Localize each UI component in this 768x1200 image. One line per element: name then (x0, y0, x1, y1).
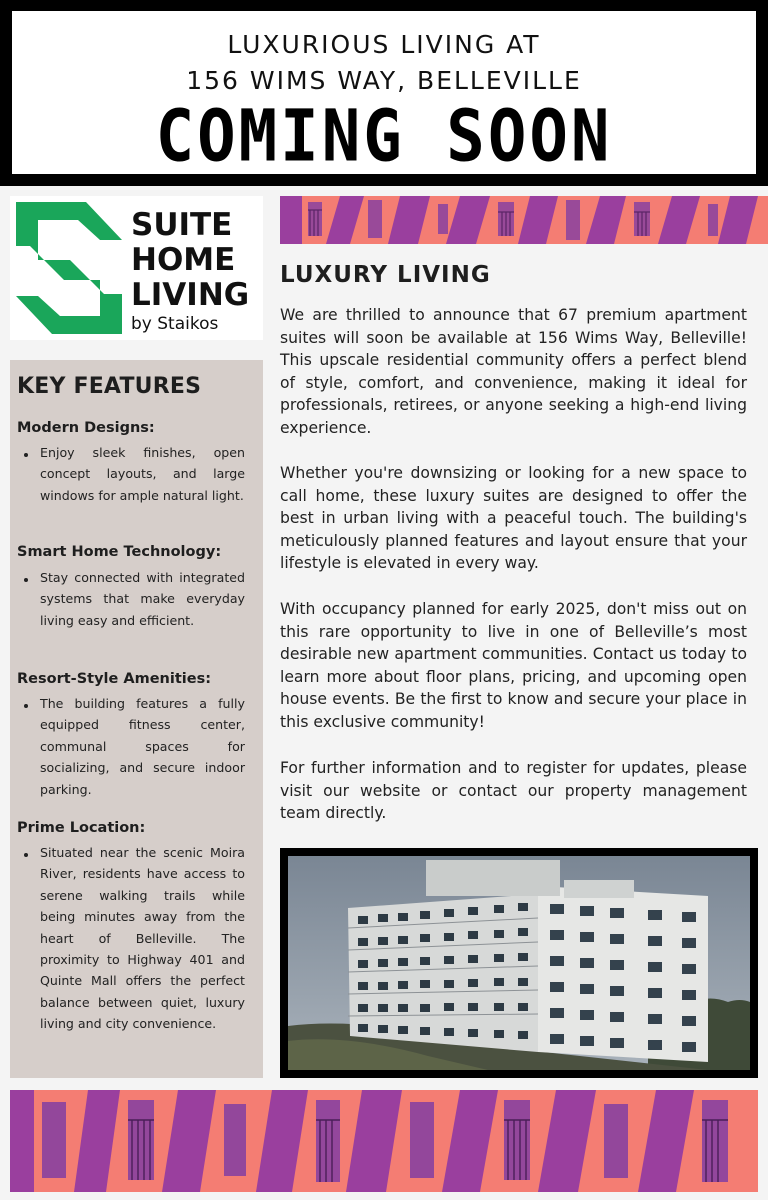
key-features-panel (10, 360, 263, 1078)
building-photo (288, 856, 750, 1070)
header-panel (12, 11, 756, 179)
header-address: 156 WIMS WAY, BELLEVILLE (186, 66, 582, 95)
logo (10, 196, 263, 340)
downsizing-paragraph: Whether you're downsizing or looking for a new space to call home, these luxury suites are designed to offer the best in urban living with a peaceful touch. The building's meticulously planned features and layout ensure that your lifestyle is elevated in every way. (280, 464, 747, 573)
feature-title: Modern Designs: (17, 420, 155, 436)
feature-title: Resort-Style Amenities: (17, 671, 211, 687)
decorative-building-stripe-bottom (10, 1090, 758, 1192)
contact-paragraph: For further information and to register for updates, please visit our website or contact our property management team directly. (280, 759, 747, 823)
logo-word-suite: SUITE (131, 207, 233, 243)
logo-word-living: LIVING (131, 277, 250, 313)
feature-text: Enjoy sleek finishes, open concept layouts, and large windows for ample natural light. (40, 445, 245, 503)
decorative-building-stripe-top (280, 196, 768, 244)
bullet-icon (24, 453, 28, 457)
intro-paragraph: We are thrilled to announce that 67 premium apartment suites will soon be available at 156 Wims Way, Belleville! This upscale residential community offers a perfect blend of style, comfort, and convenience, making it ideal for professionals, retirees, or anyone seeking a high-end living experience. (280, 306, 747, 437)
key-features-heading: KEY FEATURES (17, 374, 202, 399)
occupancy-paragraph: With occupancy planned for early 2025, don't miss out on this rare opportunity to live in one of Belleville’s most desirable new apartment communities. Contact us today to learn more about floor plans, pricing, and upcoming open house events. Be the first to know and secure your place in this exclusive community! (280, 600, 747, 731)
coming-soon-headline: COMING SOON (155, 95, 613, 179)
building-photo-frame (280, 848, 758, 1078)
bullet-icon (24, 853, 28, 857)
feature-title: Prime Location: (17, 820, 146, 836)
feature-text: Situated near the scenic Moira River, residents have access to serene walking trails while being minutes away from the heart of Belleville. The proximity to Highway 401 and Quinte Mall offers the perfect balance between quiet, luxury living and city convenience. (40, 845, 245, 1032)
bullet-icon (24, 704, 28, 708)
feature-text: The building features a fully equipped fitness center, communal spaces for socializing, and secure indoor parking. (40, 696, 245, 797)
feature-text: Stay connected with integrated systems that make everyday living easy and efficient. (40, 570, 245, 628)
header-banner (0, 0, 768, 186)
logo-word-home: HOME (131, 242, 236, 278)
logo-byline: by Staikos (131, 314, 219, 334)
luxury-living-heading: LUXURY LIVING (280, 262, 491, 288)
feature-title: Smart Home Technology: (17, 544, 222, 560)
header-line-1: LUXURIOUS LIVING AT (227, 30, 541, 59)
suite-home-logo-icon (16, 202, 124, 334)
bullet-icon (24, 578, 28, 582)
